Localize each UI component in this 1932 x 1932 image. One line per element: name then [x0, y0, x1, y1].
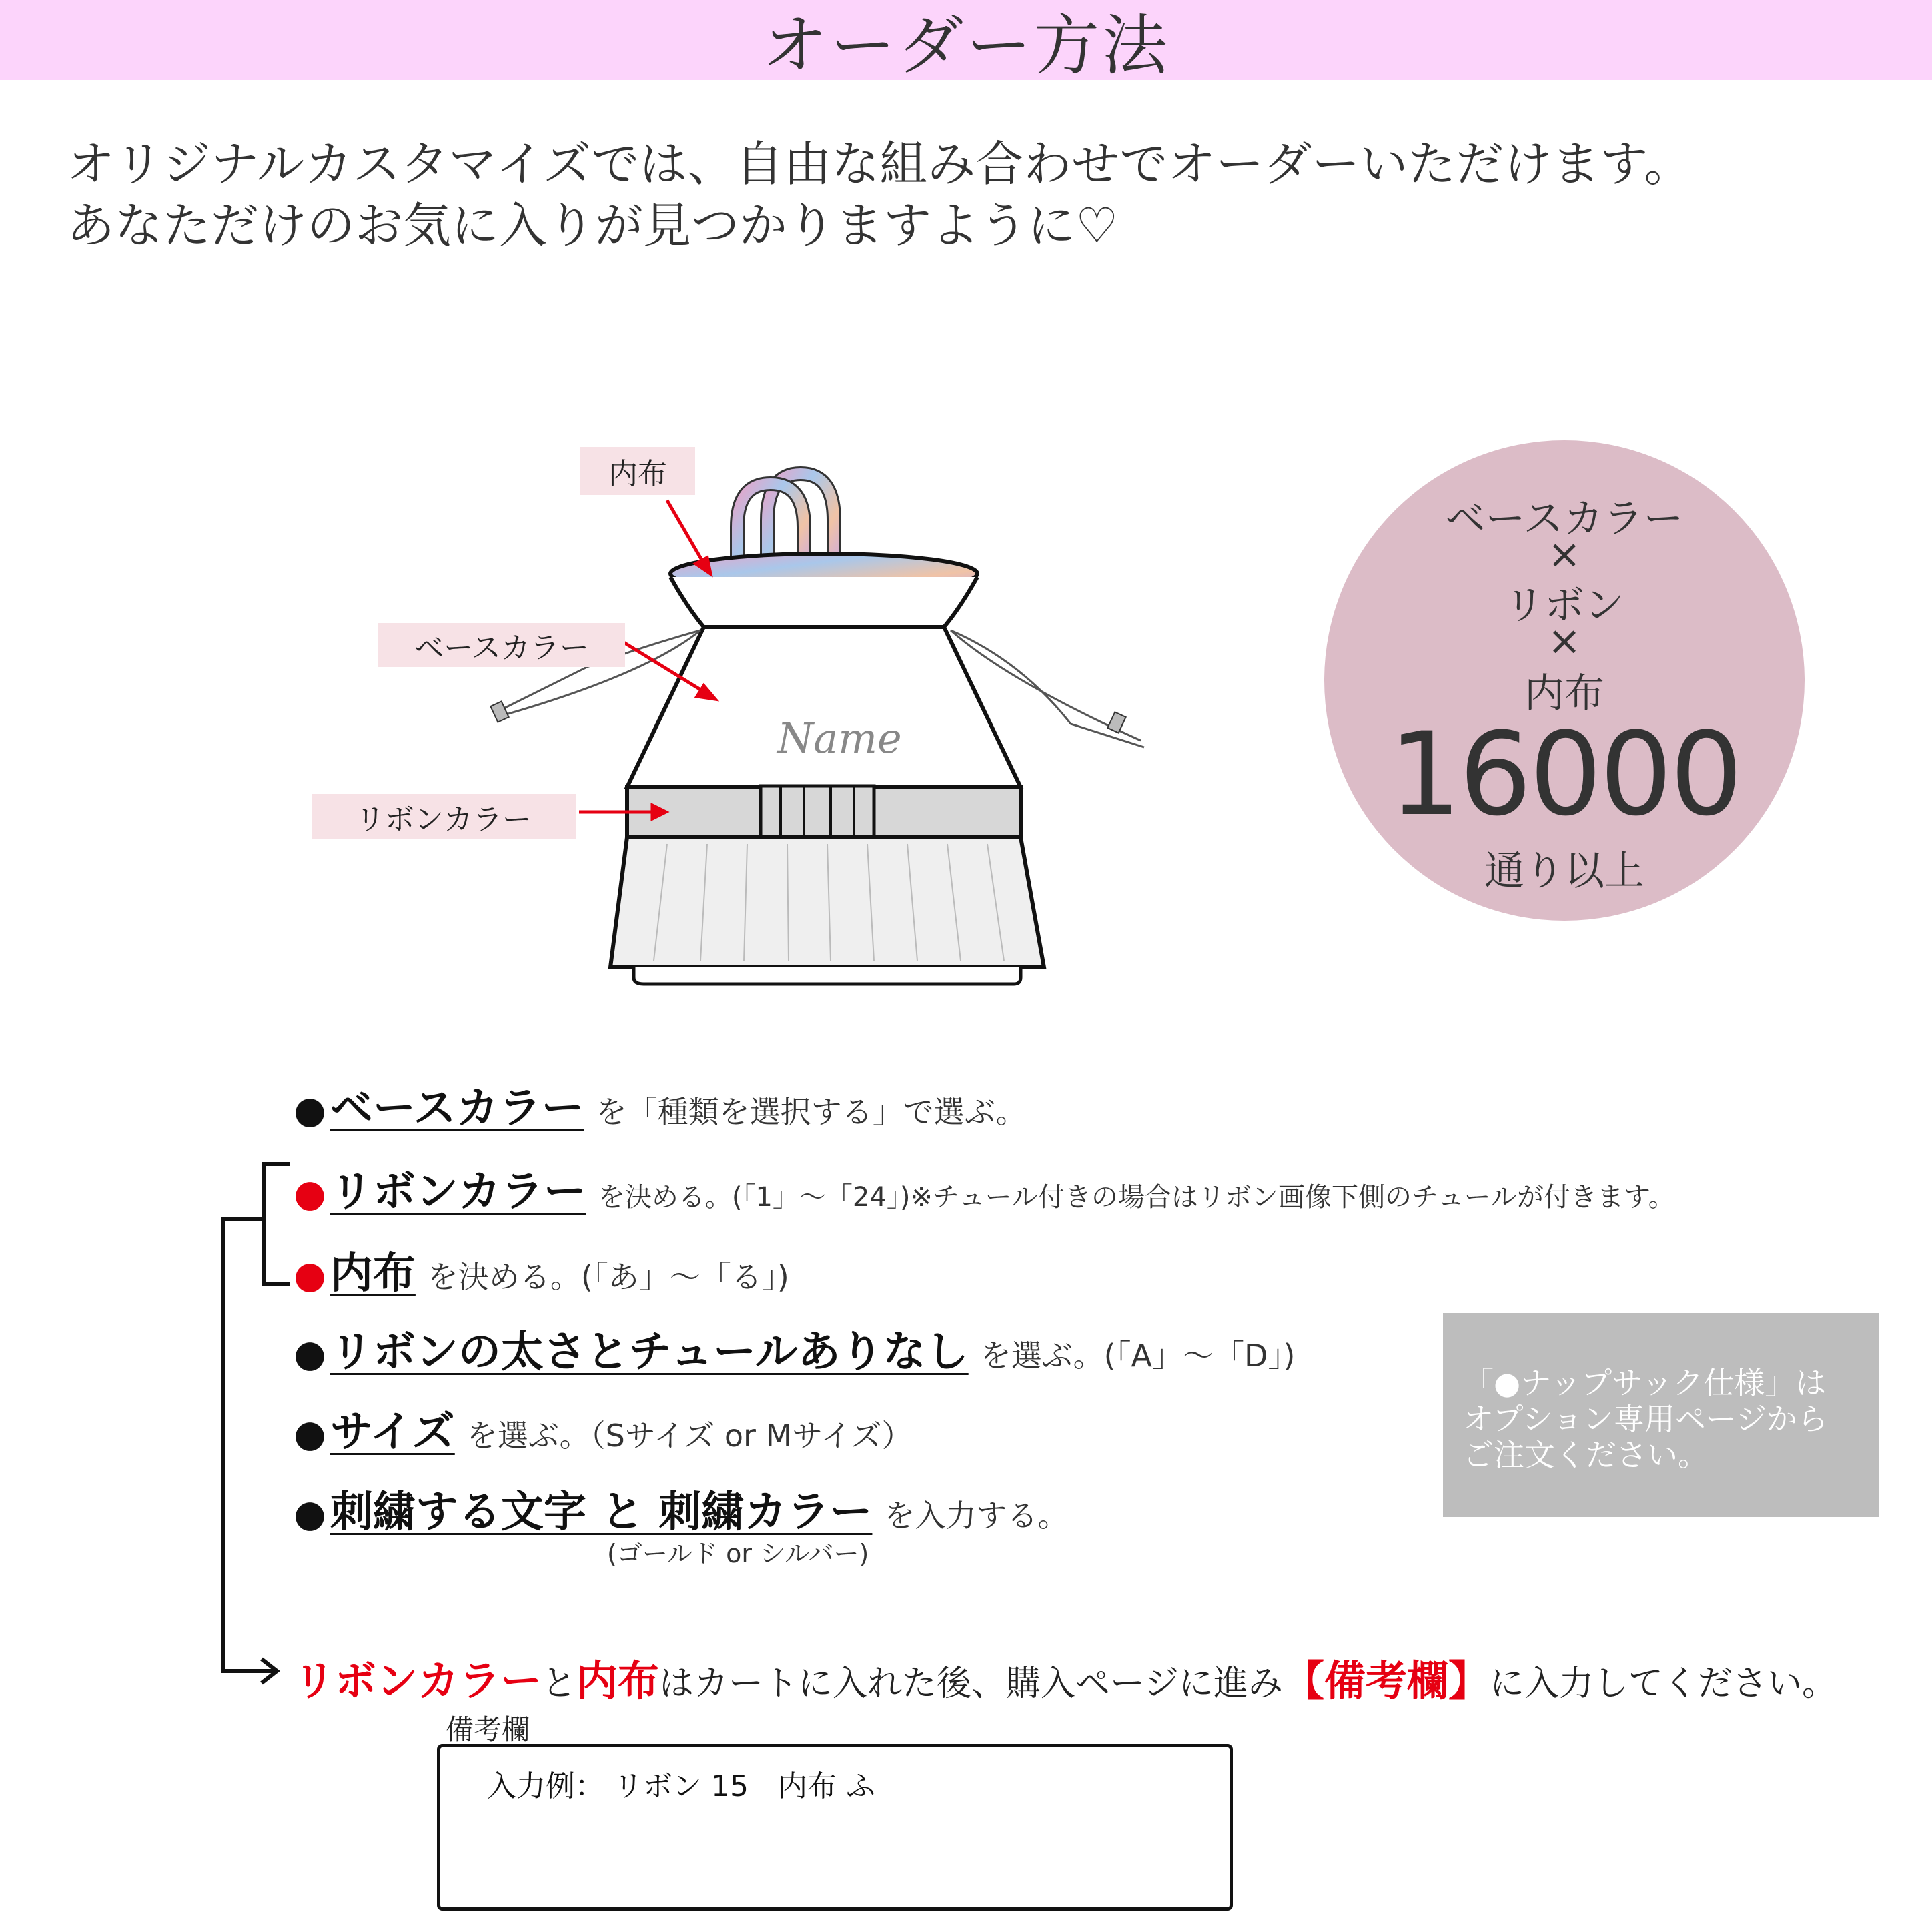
circle-line-inner: 内布	[1524, 670, 1604, 717]
step-key: サイズ	[330, 1408, 455, 1457]
label-base-color: ベースカラー	[378, 623, 625, 667]
bullet: ●	[294, 1332, 326, 1376]
intro-line-2: あなただけのお気に入りが見つかりますように♡	[67, 197, 1119, 254]
note-line-3: ご注文ください。	[1463, 1437, 1709, 1473]
instruction-text: はカートに入れた後、購入ページに進み	[659, 1664, 1284, 1704]
step-key: リボンカラー	[330, 1167, 586, 1217]
embroidery-color-options: (ゴールド or シルバー)	[607, 1539, 869, 1568]
step-key: リボンの太さとチュールありなし	[330, 1328, 969, 1377]
note-line-2: オプション専用ページから	[1463, 1401, 1828, 1437]
label-inner-fabric: 内布	[580, 447, 695, 495]
highlight-inner-fabric: 内布	[576, 1656, 660, 1705]
step-key: 刺繍する文字 と 刺繍カラー	[330, 1488, 873, 1537]
step-base-color	[294, 1074, 1027, 1135]
circle-line-base: ベースカラー	[1445, 496, 1684, 542]
step-key: 内布	[330, 1249, 416, 1298]
remarks-instruction	[294, 1648, 1837, 1707]
step-text: を決める。(「1」～「24」)※チュール付きの場合はリボン画像下側のチュールが付きます。	[598, 1182, 1675, 1213]
intro-line-1: オリジナルカスタマイズでは、自由な組み合わせでオーダーいただけます。	[67, 136, 1693, 192]
bullet: ●	[294, 1089, 326, 1132]
combination-circle	[1324, 440, 1805, 921]
circle-times-1: ×	[1547, 531, 1582, 578]
name-embroidery-sample: Name	[777, 714, 902, 763]
page-title: オーダー方法	[761, 7, 1170, 84]
circle-times-2: ×	[1547, 618, 1582, 664]
page-header	[0, 0, 1932, 84]
highlight-remarks: 【備考欄】	[1283, 1656, 1490, 1705]
step-size	[294, 1398, 913, 1459]
step-text: を「種類を選択する」で選ぶ。	[596, 1094, 1027, 1130]
bullet: ●	[294, 1492, 326, 1536]
remarks-example-box	[437, 1744, 1233, 1911]
instruction-text: に入力してください。	[1490, 1664, 1837, 1704]
bracket-arrow	[213, 1157, 300, 1691]
note-line-1: 「●ナップサック仕様」は	[1463, 1365, 1827, 1401]
step-ribbon-color	[294, 1157, 1675, 1219]
remarks-label: 備考欄	[446, 1713, 530, 1746]
step-text: を入力する。	[884, 1498, 1069, 1534]
bullet: ●	[294, 1254, 326, 1297]
remarks-example-text: 入力例： リボン 15 内布 ふ	[487, 1769, 875, 1803]
step-inner-fabric	[294, 1239, 789, 1300]
circle-suffix: 通り以上	[1484, 848, 1644, 895]
label-ribbon-color: リボンカラー	[312, 794, 576, 839]
combination-count: 16000	[1388, 707, 1741, 841]
highlight-ribbon-color: リボンカラー	[294, 1656, 542, 1705]
step-text: を選ぶ。(「A」～「D」)	[980, 1338, 1296, 1374]
step-embroidery	[294, 1478, 1068, 1539]
step-ribbon-width	[294, 1318, 1295, 1379]
step-key: ベースカラー	[330, 1084, 584, 1133]
instruction-text: と	[542, 1664, 577, 1704]
knapsack-option-note	[1443, 1313, 1879, 1517]
bullet: ●	[294, 1172, 326, 1216]
circle-line-ribbon: リボン	[1504, 582, 1624, 629]
step-text: を決める。(「あ」～「る」)	[427, 1259, 789, 1295]
step-text: を選ぶ。（Sサイズ or Mサイズ）	[466, 1418, 913, 1454]
bullet: ●	[294, 1412, 326, 1456]
intro-text	[67, 133, 1692, 256]
bag-diagram	[294, 434, 1174, 1001]
